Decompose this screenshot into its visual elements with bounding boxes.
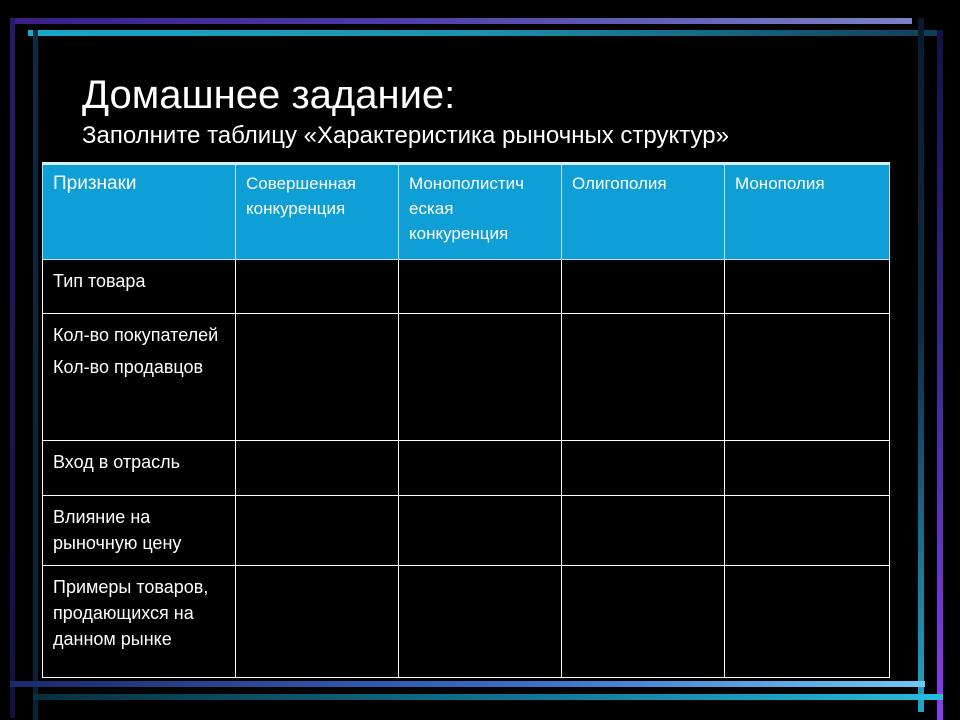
row-label-price-influence — [43, 496, 236, 566]
row-label-text: Кол-во продавцов — [53, 357, 204, 377]
empty-cell[interactable] — [236, 496, 399, 566]
table-row — [43, 314, 890, 441]
slide-subtitle: Заполните таблицу «Характеристика рыночных структур» — [82, 122, 729, 149]
table-row — [43, 496, 890, 566]
column-header-perfect-competition: Совершенная конкуренция — [236, 164, 399, 260]
frame-line-top-outer — [10, 18, 912, 24]
empty-cell[interactable] — [399, 260, 562, 314]
empty-cell[interactable] — [562, 566, 725, 678]
empty-cell[interactable] — [725, 496, 890, 566]
empty-cell[interactable] — [236, 260, 399, 314]
column-header-oligopoly: Олигополия — [562, 164, 725, 260]
empty-cell[interactable] — [725, 314, 890, 441]
frame-line-right-outer — [937, 30, 943, 720]
empty-cell[interactable] — [562, 441, 725, 496]
row-label-product-type — [43, 260, 236, 314]
empty-cell[interactable] — [562, 496, 725, 566]
column-header-monopolistic-competition: Монополистич еская конкуренция — [399, 164, 562, 260]
frame-line-left-inner — [33, 30, 38, 720]
empty-cell[interactable] — [236, 314, 399, 441]
empty-cell[interactable] — [562, 314, 725, 441]
row-label-text: Влияние на рыночную цену — [53, 507, 182, 553]
empty-cell[interactable] — [725, 441, 890, 496]
frame-line-left-outer — [10, 18, 15, 718]
frame-line-right-inner — [918, 18, 924, 712]
row-label-text: Тип товара — [53, 271, 146, 291]
empty-cell[interactable] — [725, 566, 890, 678]
table-row — [43, 566, 890, 678]
frame-line-top-inner — [28, 30, 940, 36]
row-label-market-entry — [43, 441, 236, 496]
column-header-monopoly: Монополия — [725, 164, 890, 260]
table-row — [43, 441, 890, 496]
row-label-product-examples — [43, 566, 236, 678]
row-label-text: Кол-во покупателей — [53, 325, 219, 345]
table-row — [43, 260, 890, 314]
frame-line-bottom-inner — [10, 681, 925, 687]
empty-cell[interactable] — [725, 260, 890, 314]
empty-cell[interactable] — [399, 566, 562, 678]
empty-cell[interactable] — [562, 260, 725, 314]
empty-cell[interactable] — [399, 496, 562, 566]
frame-line-bottom-outer — [33, 694, 943, 700]
row-label-text: Примеры товаров, продающихся на данном рынке — [53, 577, 209, 649]
empty-cell[interactable] — [399, 314, 562, 441]
slide-title: Домашнее задание: — [82, 73, 456, 117]
market-structures-table — [42, 162, 890, 678]
empty-cell[interactable] — [236, 441, 399, 496]
empty-cell[interactable] — [236, 566, 399, 678]
table-header-row — [43, 164, 890, 260]
column-header-features: Признаки — [43, 164, 236, 260]
empty-cell[interactable] — [399, 441, 562, 496]
row-label-buyers-sellers — [43, 314, 236, 441]
row-label-text: Вход в отрасль — [53, 452, 181, 472]
